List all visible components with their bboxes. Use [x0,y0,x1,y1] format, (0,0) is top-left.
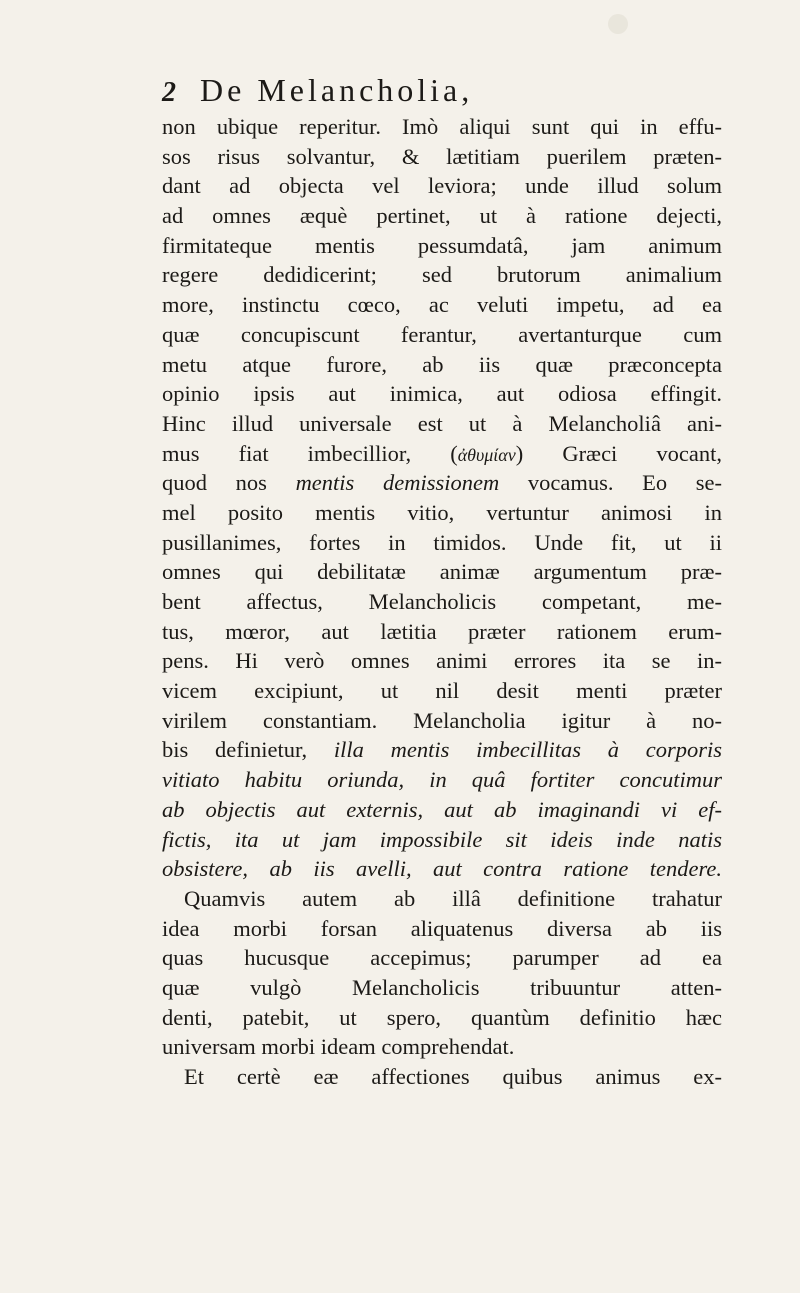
definition-line: ab objectis aut externis, aut ab imaginandi vi ef- [162,796,722,822]
text-line: Hinc illud universale est ut à Melancholiâ ani- [162,410,722,436]
text-line: pusillanimes, fortes in timidos. Unde fit, ut ii [162,529,722,555]
text-line: non ubique reperitur. Imò aliqui sunt qui in effu- [162,114,722,139]
definition-line: vitiato habitu oriunda, in quâ fortiter concutimur [162,767,722,793]
text-line: omnes qui debilitatæ animæ argumentum præ- [162,559,722,585]
text-line: pens. Hi verò omnes animi errores ita se in- [162,648,722,674]
text-segment: quod nos [162,470,296,496]
text-line: bent affectus, Melancholicis competant, me- [162,589,722,614]
text-line: denti, patebit, ut spero, quantùm definitio hæc [162,1004,722,1030]
text-segment: ) Græci vocant, [515,440,722,466]
italic-definition: illa mentis imbecillitas à corporis [333,737,722,763]
page-number: 2 [162,77,176,108]
italic-term: mentis demissionem [295,470,500,496]
text-line: tus, mœror, aut lætitia præter rationem erum- [162,618,722,644]
greek-word: ἀθυμίαν [457,444,516,465]
text-segment: vocamus. Eo se- [499,470,722,496]
text-line: firmitateque mentis pessumdatâ, jam animum [162,232,722,258]
definition-line: obsistere, ab iis avelli, aut contra ratione tendere. [162,856,722,882]
text-line: quæ vulgò Melancholicis tribuuntur atten- [162,974,722,1000]
text-line: Et certè eæ affectiones quibus animus ex- [184,1064,722,1089]
text-line: Quamvis autem ab illâ definitione trahatur [184,885,722,911]
text-line: ad omnes æquè pertinet, ut à ratione dejecti, [162,203,722,229]
text-line [162,439,722,469]
text-line: metu atque furore, ab iis quæ præconcepta [162,351,722,377]
page-header [162,72,682,112]
text-line: regere dedidicerint; sed brutorum animalium [162,262,722,288]
running-title: De Melancholia, [200,72,474,108]
text-line: more, instinctu cœco, ac veluti impetu, ad ea [162,292,722,318]
definition-line: fictis, ita ut jam impossibile sit ideis inde natis [162,826,722,852]
text-segment: bis definietur, [162,737,334,763]
text-line: vicem excipiunt, ut nil desit menti præter [162,678,722,704]
text-line: dant ad objecta vel leviora; unde illud solum [162,173,722,199]
paper-stain [608,14,628,34]
text-line: quæ concupiscunt ferantur, avertanturque cum [162,321,722,347]
body-text [162,112,722,1092]
text-line: sos risus solvantur, & lætitiam puerilem præten- [162,143,722,169]
text-line [162,468,722,498]
text-line: universam morbi ideam comprehendat. [162,1034,515,1060]
text-line: quas hucusque accepimus; parumper ad ea [162,945,722,971]
text-line: virilem constantiam. Melancholia igitur à no- [162,707,722,733]
text-segment: mus fiat imbecillior, ( [162,440,458,466]
text-line: mel posito mentis vitio, vertuntur animosi in [162,499,722,525]
text-line: idea morbi forsan aliquatenus diversa ab iis [162,915,722,941]
text-line: opinio ipsis aut inimica, aut odiosa effingit. [162,381,722,407]
text-line [162,735,722,765]
